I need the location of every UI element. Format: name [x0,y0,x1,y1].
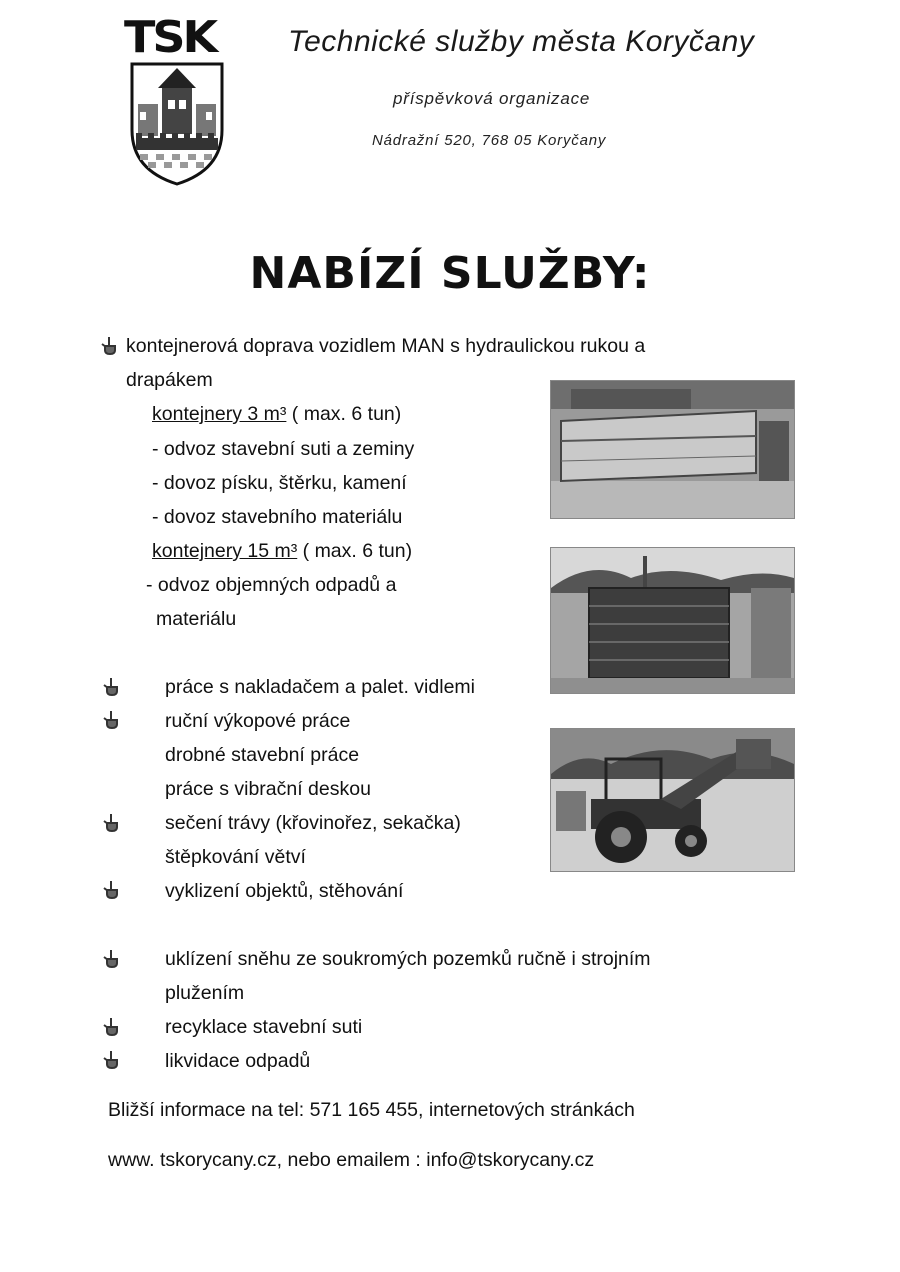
service-snow-removal-cont: plužením [165,982,245,1004]
service-loader-work: práce s nakladačem a palet. vidlemi [165,676,475,698]
list-item: - odvoz objemných odpadů a [146,574,397,596]
hand-pointer-icon [102,1017,122,1037]
hand-pointer-icon [102,880,122,900]
container-15m-label: kontejnery 15 m³ [152,540,298,562]
service-waste-disposal: likvidace odpadů [165,1050,311,1072]
container-15m-note: ( max. 6 tun) [297,540,413,562]
organization-address: Nádražní 520, 768 05 Koryčany [372,132,607,149]
service-clearing-moving: vyklizení objektů, stěhování [165,880,404,902]
service-snow-removal: uklízení sněhu ze soukromých pozemků ručně i strojním [165,948,651,970]
hand-pointer-icon [102,710,122,730]
container-3m-label: kontejnery 3 m³ [152,403,287,425]
service-construction: drobné stavební práce [165,744,360,766]
organization-type: příspěvková organizace [393,89,591,108]
hand-pointer-icon [102,813,122,833]
page-title: NABÍZÍ SLUŽBY: [249,248,651,299]
service-recycling: recyklace stavební suti [165,1016,363,1038]
container-15m-row [152,540,412,563]
list-item: - dovoz písku, štěrku, kamení [152,472,407,494]
service-vibration-plate: práce s vibrační deskou [165,778,371,800]
service-container-transport-cont: drapákem [126,369,213,391]
logo-text: TSK [124,11,216,63]
container-3m-note: ( max. 6 tun) [286,403,402,425]
hand-pointer-icon [102,949,122,969]
web-email-line: www. tskorycany.cz, nebo emailem : info@tskorycany.cz [108,1149,595,1171]
service-grass-mowing: sečení trávy (křovinořez, sekačka) [165,812,461,834]
service-branch-chipping: štěpkování větví [165,846,306,868]
container-photo [550,380,795,519]
list-item: - odvoz stavební suti a zeminy [152,438,415,460]
list-item: - dovoz stavebního materiálu [152,506,403,528]
service-excavation: ruční výkopové práce [165,710,351,732]
contact-info-line: Bližší informace na tel: 571 165 455, internetových stránkách [108,1099,635,1121]
coat-of-arms-icon [128,60,226,188]
large-container-photo [550,547,795,694]
service-container-transport: kontejnerová doprava vozidlem MAN s hydraulickou rukou a [126,335,646,357]
hand-pointer-icon [100,336,120,356]
organization-name: Technické služby města Koryčany [288,25,755,58]
container-3m-row [152,403,401,426]
list-item: materiálu [156,608,237,630]
hand-pointer-icon [102,1050,122,1070]
tractor-photo [550,728,795,872]
hand-pointer-icon [102,677,122,697]
